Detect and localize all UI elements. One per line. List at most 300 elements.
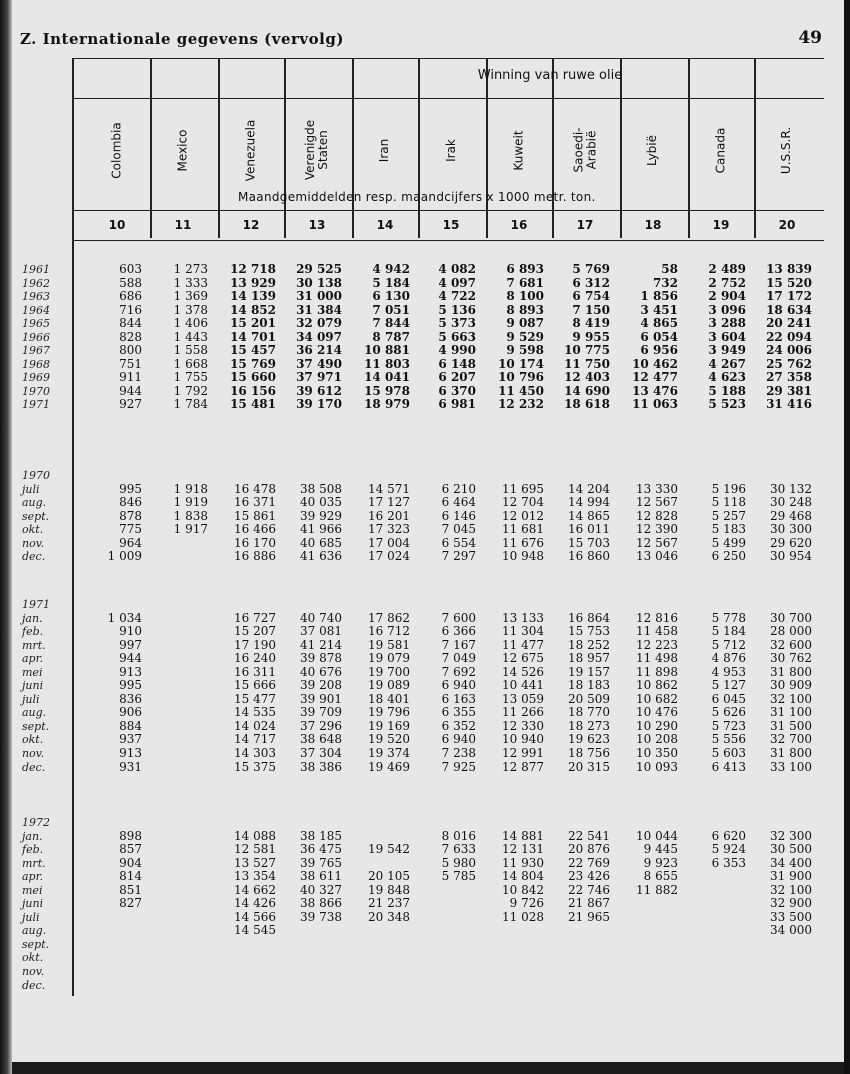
table-cell: 1 443 [173, 329, 208, 344]
table-cell: 32 700 [770, 732, 812, 747]
table-cell: 12 403 [564, 370, 610, 385]
table-cell: 15 861 [234, 508, 276, 523]
table-cell: 16 371 [234, 495, 276, 510]
data-column [218, 598, 276, 774]
table-cell: 6 054 [640, 329, 678, 344]
table-cell [418, 938, 476, 952]
table-cell: 11 882 [636, 882, 678, 897]
table-cell: 10 881 [364, 343, 410, 358]
table-cell: 20 315 [568, 759, 610, 774]
table-cell [486, 816, 544, 830]
table-cell: 1 917 [173, 522, 208, 537]
table-cell: 39 170 [296, 397, 342, 412]
table-cell: 34 000 [770, 923, 812, 938]
table-cell: 15 703 [568, 535, 610, 550]
table-cell: 22 094 [766, 329, 812, 344]
table-cell [620, 469, 678, 483]
table-cell [552, 938, 610, 952]
table-cell [150, 639, 208, 653]
margin-mark: ‹ [2, 740, 7, 754]
table-cell [486, 924, 544, 938]
table-cell: 16 240 [234, 651, 276, 666]
row-label: mei [22, 883, 43, 897]
table-cell [754, 938, 812, 952]
table-cell: 4 953 [711, 664, 746, 679]
table-cell: 14 994 [568, 495, 610, 510]
row-label: apr. [22, 652, 44, 666]
table-cell [84, 979, 142, 993]
table-cell: 14 852 [230, 302, 276, 317]
table-cell: 30 762 [770, 651, 812, 666]
table-cell: 1 333 [173, 275, 208, 290]
table-cell [150, 938, 208, 952]
table-cell: 5 184 [372, 275, 410, 290]
table-cell: 10 208 [636, 732, 678, 747]
table-cell: 30 500 [770, 842, 812, 857]
table-cell: 15 207 [234, 624, 276, 639]
table-cell: 12 330 [502, 718, 544, 733]
table-cell [418, 965, 476, 979]
table-cell [352, 965, 410, 979]
table-cell: 15 978 [364, 383, 410, 398]
table-cell: 836 [119, 691, 142, 706]
table-cell [486, 965, 544, 979]
table-cell [218, 965, 276, 979]
table-cell: 4 722 [438, 289, 476, 304]
table-cell: 15 660 [230, 370, 276, 385]
table-cell: 29 525 [296, 262, 342, 276]
table-cell: 32 100 [770, 691, 812, 706]
table-cell: 732 [652, 275, 678, 290]
table-cell: 32 300 [770, 828, 812, 843]
table-cell: 1 378 [173, 302, 208, 317]
table-cell: 1 273 [173, 262, 208, 276]
table-cell: 12 704 [502, 495, 544, 510]
table-cell [418, 924, 476, 938]
table-cell: 13 059 [502, 691, 544, 706]
table-cell: 1 558 [173, 343, 208, 358]
table-cell: 1 668 [173, 356, 208, 371]
table-cell: 4 942 [372, 262, 410, 276]
table-cell: 14 526 [502, 664, 544, 679]
table-cell: 12 131 [502, 842, 544, 857]
table-cell: 2 904 [708, 289, 746, 304]
table-cell: 6 148 [438, 356, 476, 371]
row-label: aug. [22, 706, 47, 720]
table-cell: 17 190 [234, 637, 276, 652]
table-cell: 20 105 [368, 869, 410, 884]
table-cell [150, 625, 208, 639]
table-cell [150, 843, 208, 857]
table-cell: 14 804 [502, 869, 544, 884]
row-label: aug. [22, 496, 47, 510]
table-cell [486, 938, 544, 952]
data-column [218, 263, 276, 412]
table-cell: 751 [119, 356, 142, 371]
table-cell: 16 712 [368, 624, 410, 639]
row-label: 1969 [22, 371, 50, 385]
table-cell: 12 232 [498, 397, 544, 412]
table-cell: 25 762 [766, 356, 812, 371]
table-cell: 8 419 [572, 316, 610, 331]
subtitle-rule [72, 210, 824, 211]
table-cell: 5 626 [711, 705, 746, 720]
table-cell: 12 567 [636, 495, 678, 510]
table-cell: 31 100 [770, 705, 812, 720]
table-cell: 58 [661, 262, 678, 276]
table-cell: 34 097 [296, 329, 342, 344]
table-cell: 14 426 [234, 896, 276, 911]
table-cell: 904 [119, 855, 142, 870]
table-cell: 16 860 [568, 549, 610, 564]
row-label: nov. [22, 965, 45, 979]
data-column [486, 469, 544, 564]
table-cell [150, 884, 208, 898]
table-cell [84, 938, 142, 952]
table-cell [620, 924, 678, 938]
table-cell: 15 477 [234, 691, 276, 706]
table-cell: 995 [119, 678, 142, 693]
table-cell: 31 384 [296, 302, 342, 317]
table-cell [552, 598, 610, 612]
table-cell [352, 469, 410, 483]
column-number: 19 [712, 218, 730, 232]
row-label: 1970 [22, 469, 50, 482]
margin-mark: › [2, 630, 7, 644]
data-column [688, 469, 746, 564]
table-cell: 18 401 [368, 691, 410, 706]
row-label: sept. [22, 937, 50, 951]
column-number: 12 [242, 218, 260, 232]
table-cell: 40 685 [300, 535, 342, 550]
table-cell: 878 [119, 508, 142, 523]
table-cell: 814 [119, 869, 142, 884]
row-labels [22, 598, 50, 774]
row-label: 1965 [22, 317, 50, 331]
table-cell: 3 604 [708, 329, 746, 344]
table-cell: 5 769 [572, 262, 610, 276]
table-cell: 12 477 [632, 370, 678, 385]
table-cell [486, 979, 544, 993]
column-header-label: Kuweit [511, 129, 526, 171]
table-cell: 19 542 [368, 842, 410, 857]
table-cell: 7 051 [372, 302, 410, 317]
table-cell [688, 938, 746, 952]
data-column [552, 816, 610, 992]
table-cell [284, 924, 342, 938]
data-column [486, 598, 544, 774]
table-cell [150, 652, 208, 666]
column-header [552, 100, 618, 200]
table-cell: 32 100 [770, 882, 812, 897]
data-column [352, 816, 410, 992]
table-cell: 18 957 [568, 651, 610, 666]
table-cell [418, 598, 476, 612]
row-label: juli [22, 692, 40, 706]
table-cell [552, 469, 610, 483]
table-cell: 21 867 [568, 896, 610, 911]
table-cell: 800 [119, 343, 142, 358]
table-cell: 13 839 [766, 262, 812, 276]
table-cell: 603 [119, 262, 142, 276]
table-cell: 22 746 [568, 882, 610, 897]
column-divider [72, 58, 74, 996]
table-cell [284, 951, 342, 965]
table-cell: 6 981 [438, 397, 476, 412]
table-cell: 588 [119, 275, 142, 290]
table-cell: 16 864 [568, 610, 610, 625]
table-cell: 6 620 [711, 828, 746, 843]
table-cell [150, 761, 208, 775]
table-cell: 10 842 [502, 882, 544, 897]
table-subtitle: Maandgemiddelden resp. maandcijfers x 1000 metr. ton. [238, 190, 596, 204]
table-cell: 39 208 [300, 678, 342, 693]
column-number: 11 [174, 218, 192, 232]
table-cell: 995 [119, 481, 142, 496]
table-cell [150, 965, 208, 979]
table-cell [84, 965, 142, 979]
table-cell: 775 [119, 522, 142, 537]
table-cell: 6 353 [711, 855, 746, 870]
table-cell [150, 720, 208, 734]
table-cell: 18 273 [568, 718, 610, 733]
table-cell: 7 045 [441, 522, 476, 537]
row-label: mrt. [22, 856, 46, 870]
table-cell: 41 214 [300, 637, 342, 652]
table-cell [754, 979, 812, 993]
data-column [620, 263, 678, 412]
table-cell: 14 690 [564, 383, 610, 398]
table-cell: 22 769 [568, 855, 610, 870]
table-cell: 5 136 [438, 302, 476, 317]
table-cell: 4 097 [438, 275, 476, 290]
table-cell [620, 979, 678, 993]
table-cell: 4 623 [708, 370, 746, 385]
table-cell: 5 118 [711, 495, 746, 510]
row-label: 1966 [22, 330, 50, 344]
table-cell [150, 598, 208, 612]
table-cell: 16 011 [568, 522, 610, 537]
table-cell: 10 948 [502, 549, 544, 564]
data-column [284, 469, 342, 564]
table-cell [352, 938, 410, 952]
table-cell: 9 955 [572, 329, 610, 344]
data-column [620, 816, 678, 992]
data-column [84, 816, 142, 992]
table-cell [84, 924, 142, 938]
data-column [754, 816, 812, 992]
table-cell: 12 567 [636, 535, 678, 550]
table-cell [150, 951, 208, 965]
table-cell [284, 965, 342, 979]
table-cell: 3 288 [708, 316, 746, 331]
table-cell [620, 598, 678, 612]
table-cell: 11 695 [502, 481, 544, 496]
data-column [352, 469, 410, 564]
table-cell: 7 238 [441, 746, 476, 761]
table-cell [150, 747, 208, 761]
table-cell: 32 079 [296, 316, 342, 331]
table-cell: 9 726 [509, 896, 544, 911]
table-cell: 7 049 [441, 651, 476, 666]
table-cell: 19 089 [368, 678, 410, 693]
table-cell: 17 127 [368, 495, 410, 510]
table-cell [754, 469, 812, 483]
table-cell: 2 489 [708, 262, 746, 276]
table-cell: 14 204 [568, 481, 610, 496]
table-cell: 5 183 [711, 522, 746, 537]
row-label: juni [22, 679, 44, 693]
table-cell: 10 476 [636, 705, 678, 720]
table-cell: 931 [119, 759, 142, 774]
table-cell [754, 951, 812, 965]
table-cell [84, 469, 142, 483]
table-cell: 6 352 [441, 718, 476, 733]
table-cell [150, 706, 208, 720]
table-cell: 40 327 [300, 882, 342, 897]
table-cell: 8 100 [506, 289, 544, 304]
table-cell: 31 500 [770, 718, 812, 733]
page-number: 49 [798, 28, 822, 48]
table-cell: 6 956 [640, 343, 678, 358]
table-cell: 911 [119, 370, 142, 385]
table-cell: 10 290 [636, 718, 678, 733]
column-number: 10 [108, 218, 126, 232]
data-column [218, 816, 276, 992]
table-cell [552, 816, 610, 830]
table-cell: 38 185 [300, 828, 342, 843]
table-cell: 12 816 [636, 610, 678, 625]
table-cell [218, 938, 276, 952]
table-cell: 18 252 [568, 637, 610, 652]
table-cell [284, 598, 342, 612]
header-rule [72, 98, 824, 99]
table-cell: 40 035 [300, 495, 342, 510]
table-cell: 20 241 [766, 316, 812, 331]
table-cell: 3 451 [640, 302, 678, 317]
column-number: 18 [644, 218, 662, 232]
table-cell [150, 924, 208, 938]
table-cell [418, 816, 476, 830]
table-cell: 13 929 [230, 275, 276, 290]
table-cell: 11 028 [502, 909, 544, 924]
column-header-label: Irak [443, 138, 458, 162]
data-column [418, 598, 476, 774]
table-cell: 23 426 [568, 869, 610, 884]
table-cell: 9 923 [643, 855, 678, 870]
table-cell: 1 755 [173, 370, 208, 385]
table-cell: 716 [119, 302, 142, 317]
row-label: nov. [22, 536, 45, 550]
row-label: jan. [22, 829, 43, 843]
table-cell [486, 598, 544, 612]
table-cell: 6 207 [438, 370, 476, 385]
table-cell: 10 862 [636, 678, 678, 693]
page-edge [844, 0, 850, 1074]
data-column [284, 816, 342, 992]
column-number: 13 [308, 218, 326, 232]
table-cell: 913 [119, 664, 142, 679]
table-cell [84, 598, 142, 612]
table-cell: 4 876 [711, 651, 746, 666]
table-cell: 5 373 [438, 316, 476, 331]
table-cell: 16 311 [234, 664, 276, 679]
table-cell: 36 475 [300, 842, 342, 857]
table-cell: 13 476 [632, 383, 678, 398]
table-cell: 19 581 [368, 637, 410, 652]
table-cell: 31 800 [770, 746, 812, 761]
table-cell: 5 712 [711, 637, 746, 652]
table-cell: 5 924 [711, 842, 746, 857]
table-cell [688, 870, 746, 884]
table-cell: 14 566 [234, 909, 276, 924]
table-cell: 37 971 [296, 370, 342, 385]
table-cell [218, 816, 276, 830]
table-cell: 15 769 [230, 356, 276, 371]
table-cell: 14 545 [234, 923, 276, 938]
table-cell [688, 884, 746, 898]
table-cell: 3 096 [708, 302, 746, 317]
table-cell: 11 304 [502, 624, 544, 639]
table-cell: 5 723 [711, 718, 746, 733]
table-cell [352, 830, 410, 844]
table-cell [754, 816, 812, 830]
table-cell: 18 770 [568, 705, 610, 720]
row-labels [22, 263, 50, 412]
table-cell: 18 979 [364, 397, 410, 412]
table-cell: 1 838 [173, 508, 208, 523]
table-cell: 9 087 [506, 316, 544, 331]
table-cell [352, 979, 410, 993]
row-label: 1971 [22, 598, 50, 611]
table-cell: 19 469 [368, 759, 410, 774]
table-cell: 41 966 [300, 522, 342, 537]
table-cell: 16 156 [230, 383, 276, 398]
table-cell: 14 701 [230, 329, 276, 344]
table-cell [418, 884, 476, 898]
table-cell [552, 965, 610, 979]
table-cell: 21 965 [568, 909, 610, 924]
row-label: apr. [22, 870, 44, 884]
table-cell: 5 785 [441, 869, 476, 884]
table-cell: 12 012 [502, 508, 544, 523]
table-cell: 18 183 [568, 678, 610, 693]
table-cell: 12 877 [502, 759, 544, 774]
table-cell: 12 675 [502, 651, 544, 666]
table-cell: 10 441 [502, 678, 544, 693]
column-header [284, 100, 350, 200]
row-label: 1964 [22, 303, 50, 317]
margin-mark: › [2, 420, 7, 434]
table-cell: 2 752 [708, 275, 746, 290]
table-cell: 16 886 [234, 549, 276, 564]
column-header [218, 100, 284, 200]
table-cell: 19 157 [568, 664, 610, 679]
table-cell: 8 787 [372, 329, 410, 344]
table-cell: 913 [119, 746, 142, 761]
table-cell: 910 [119, 624, 142, 639]
table-cell [620, 816, 678, 830]
table-cell: 15 457 [230, 343, 276, 358]
table-cell [352, 816, 410, 830]
table-cell [352, 857, 410, 871]
table-cell: 12 828 [636, 508, 678, 523]
table-cell [418, 897, 476, 911]
table-cell: 5 499 [711, 535, 746, 550]
data-column [84, 598, 142, 774]
table-cell: 1 919 [173, 495, 208, 510]
table-cell: 19 169 [368, 718, 410, 733]
